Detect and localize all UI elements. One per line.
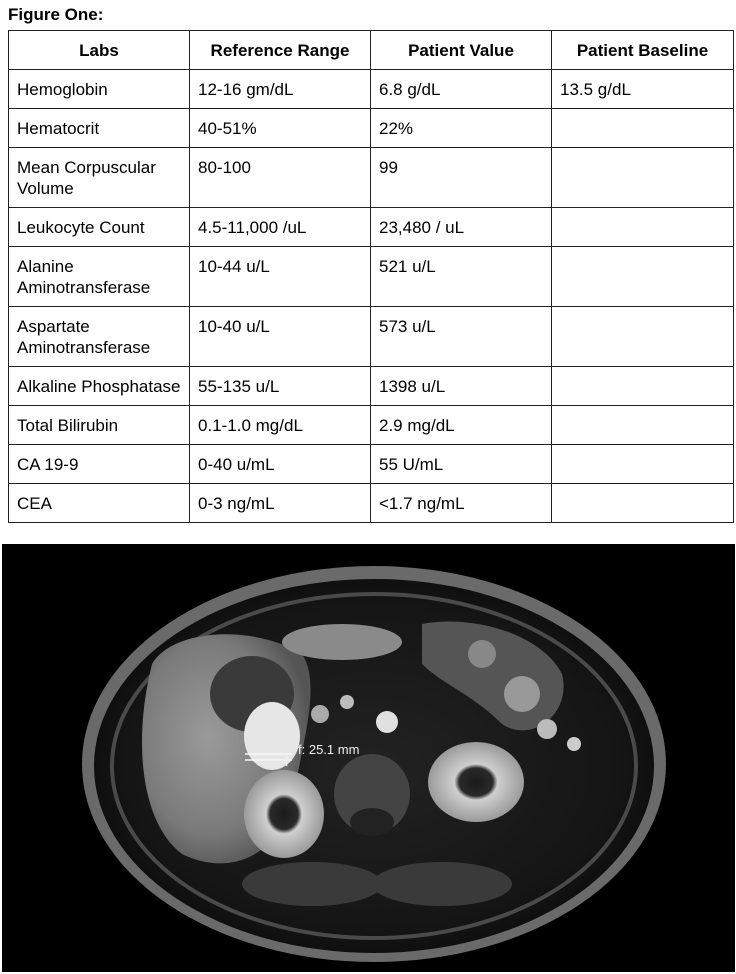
patient-baseline-cell [552,406,734,445]
measurement-marker: f [285,754,289,769]
patient-baseline-cell [552,484,734,523]
table-row [9,367,734,406]
table-row [9,484,734,523]
patient-value-cell: 23,480 / uL [371,208,552,247]
patient-value-cell: <1.7 ng/mL [371,484,552,523]
mri-axial-abdomen-svg [2,544,735,972]
patient-value-cell: 1398 u/L [371,367,552,406]
patient-value-cell: 99 [371,148,552,208]
patient-value-cell: 55 U/mL [371,445,552,484]
lab-name-cell: Hematocrit [9,109,190,148]
patient-value-cell: 22% [371,109,552,148]
lab-name-cell: Hemoglobin [9,70,190,109]
table-row [9,70,734,109]
lab-name-cell: Total Bilirubin [9,406,190,445]
patient-baseline-cell: 13.5 g/dL [552,70,734,109]
patient-value-cell: 2.9 mg/dL [371,406,552,445]
reference-range-cell: 40-51% [190,109,371,148]
mri-scan-image [2,544,735,972]
left-kidney-shape [428,742,524,822]
reference-range-cell: 0.1-1.0 mg/dL [190,406,371,445]
reference-range-cell: 80-100 [190,148,371,208]
patient-baseline-cell [552,109,734,148]
lab-name-cell: Aspartate Aminotransferase [9,307,190,367]
table-row [9,247,734,307]
patient-baseline-cell [552,445,734,484]
reference-range-cell: 55-135 u/L [190,367,371,406]
table-row [9,445,734,484]
table-header-row [9,31,734,70]
patient-value-cell: 573 u/L [371,307,552,367]
table-row [9,208,734,247]
header-reference-range: Reference Range [190,31,371,70]
patient-value-cell: 6.8 g/dL [371,70,552,109]
patient-baseline-cell [552,367,734,406]
reference-range-cell: 12-16 gm/dL [190,70,371,109]
header-patient-value: Patient Value [371,31,552,70]
patient-baseline-cell [552,247,734,307]
measurement-label: f: 25.1 mm [298,742,360,757]
figure-title: Figure One: [8,5,104,24]
lab-name-cell: Alanine Aminotransferase [9,247,190,307]
table-row [9,109,734,148]
lab-name-cell: Leukocyte Count [9,208,190,247]
lab-name-cell: Alkaline Phosphatase [9,367,190,406]
reference-range-cell: 4.5-11,000 /uL [190,208,371,247]
table-row [9,307,734,367]
patient-baseline-cell [552,208,734,247]
patient-baseline-cell [552,148,734,208]
header-patient-baseline: Patient Baseline [552,31,734,70]
patient-baseline-cell [552,307,734,367]
reference-range-cell: 0-40 u/mL [190,445,371,484]
lab-name-cell: Mean Corpuscular Volume [9,148,190,208]
header-labs: Labs [9,31,190,70]
table-row [9,148,734,208]
reference-range-cell: 10-40 u/L [190,307,371,367]
lab-name-cell: CA 19-9 [9,445,190,484]
lab-results-table [8,30,734,523]
lab-name-cell: CEA [9,484,190,523]
patient-value-cell: 521 u/L [371,247,552,307]
reference-range-cell: 0-3 ng/mL [190,484,371,523]
table-row [9,406,734,445]
right-kidney-shape [244,770,324,858]
reference-range-cell: 10-44 u/L [190,247,371,307]
